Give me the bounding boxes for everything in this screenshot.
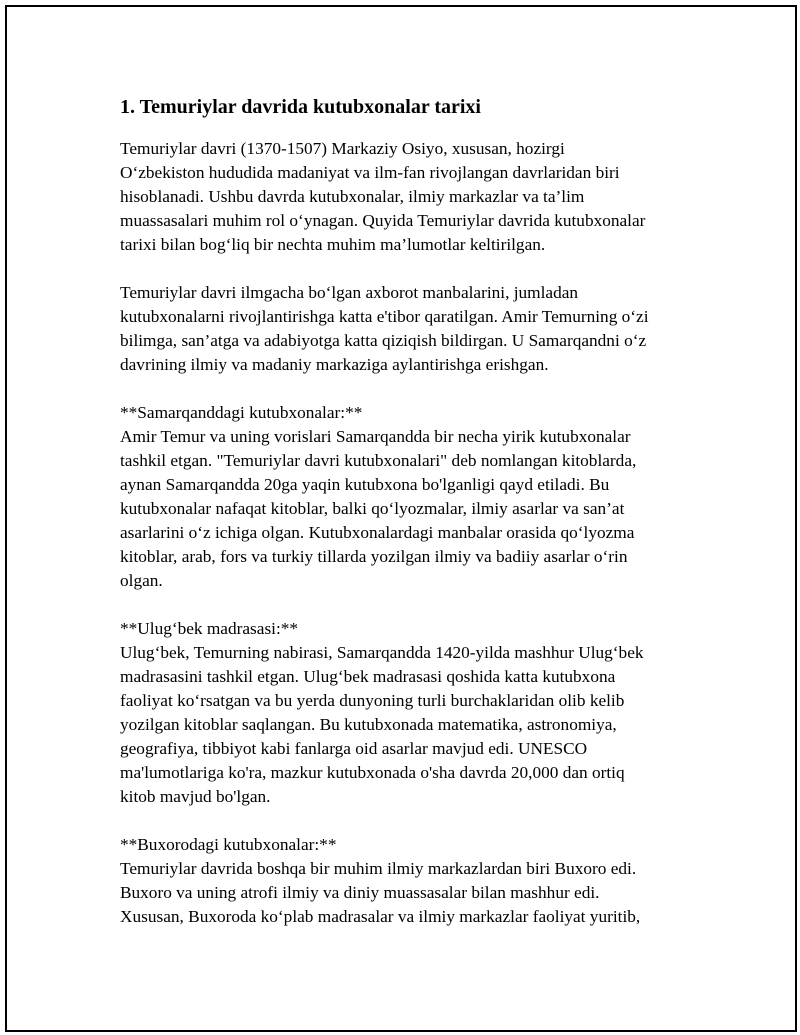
text-line: faoliyat ko‘rsatgan va bu yerda dunyoning turli burchaklaridan olib kelib [120,691,625,710]
text-line: Temuriylar davri ilmgacha bo‘lgan axborot manbalarini, jumladan [120,283,579,302]
text-line: madrasasini tashkil etgan. Ulug‘bek madrasasi qoshida katta kutubxona [120,667,616,686]
paragraph-intro [120,137,700,257]
text-line: Xususan, Buxoroda ko‘plab madrasalar va ilmiy markazlar faoliyat yuritib, [120,907,641,926]
document-body [120,91,700,953]
text-line: asarlarini o‘z ichiga olgan. Kutubxonalardagi manbalar orasida qo‘lyozma [120,523,635,542]
text-line: bilimga, san’atga va adabiyotga katta qiziqish bildirgan. U Samarqandni o‘z [120,331,647,350]
text-line: hisoblanadi. Ushbu davrda kutubxonalar, ilmiy markazlar va ta’lim [120,187,585,206]
section-heading: **Ulug‘bek madrasasi:** [120,619,299,638]
section-heading: **Buxorodagi kutubxonalar:** [120,835,337,854]
text-line: tarixi bilan bog‘liq bir nechta muhim ma’lumotlar keltirilgan. [120,235,546,254]
paragraph-bukhara [120,833,700,929]
paragraph-ulugbek [120,617,700,809]
document-page [5,5,797,1032]
text-line: Amir Temur va uning vorislari Samarqandda bir necha yirik kutubxonalar [120,427,631,446]
text-line: yozilgan kitoblar saqlangan. Bu kutubxonada matematika, astronomiya, [120,715,617,734]
document-title: 1. Temuriylar davrida kutubxonalar tarixi [120,96,481,118]
text-line: O‘zbekiston hududida madaniyat va ilm-fan rivojlangan davrlaridan biri [120,163,620,182]
text-line: kitob mavjud bo'lgan. [120,787,271,806]
text-line: muassasalari muhim rol o‘ynagan. Quyida Temuriylar davrida kutubxonalar [120,211,646,230]
text-line: Buxoro va uning atrofi ilmiy va diniy muassasalar bilan mashhur edi. [120,883,600,902]
text-line: ma'lumotlariga ko'ra, mazkur kutubxonada o'sha davrda 20,000 dan ortiq [120,763,625,782]
text-line: olgan. [120,571,163,590]
text-line: kitoblar, arab, fors va turkiy tillarda yozilgan ilmiy va badiiy asarlar o‘rin [120,547,628,566]
paragraph-timur [120,281,700,377]
paragraph-samarkand [120,401,700,593]
section-heading: **Samarqanddagi kutubxonalar:** [120,403,363,422]
text-line: kutubxonalarni rivojlantirishga katta e'tibor qaratilgan. Amir Temurning o‘zi [120,307,649,326]
text-line: aynan Samarqandda 20ga yaqin kutubxona bo'lganligi qayd etiladi. Bu [120,475,610,494]
text-line: Ulug‘bek, Temurning nabirasi, Samarqandda 1420-yilda mashhur Ulug‘bek [120,643,644,662]
text-line: geografiya, tibbiyot kabi fanlarga oid asarlar mavjud edi. UNESCO [120,739,588,758]
text-line: Temuriylar davrida boshqa bir muhim ilmiy markazlardan biri Buxoro edi. [120,859,637,878]
text-line: Temuriylar davri (1370-1507) Markaziy Osiyo, xususan, hozirgi [120,139,565,158]
text-line: davrining ilmiy va madaniy markaziga aylantirishga erishgan. [120,355,549,374]
text-line: tashkil etgan. "Temuriylar davri kutubxonalari" deb nomlangan kitoblarda, [120,451,637,470]
text-line: kutubxonalar nafaqat kitoblar, balki qo‘lyozmalar, ilmiy asarlar va san’at [120,499,625,518]
